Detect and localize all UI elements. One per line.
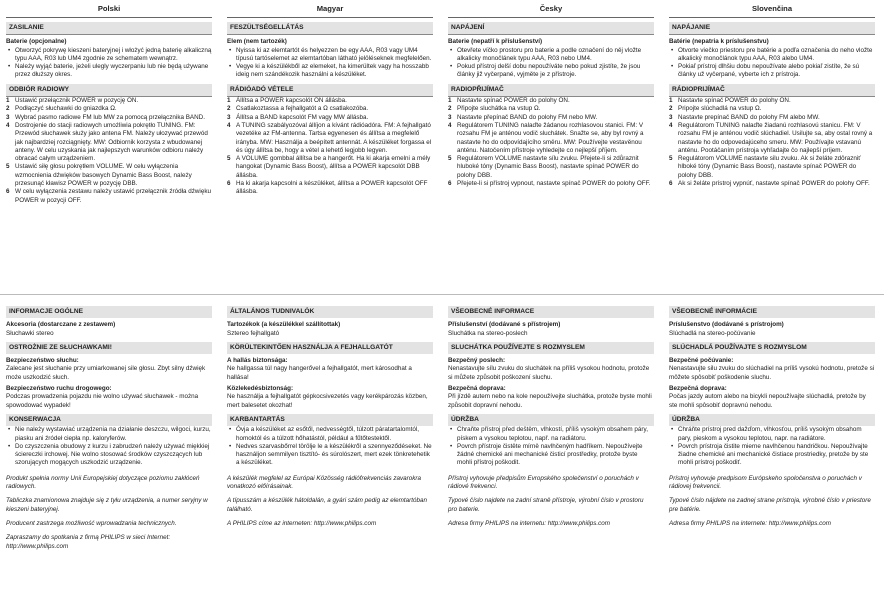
step-text: Nastavte spínač POWER do polohy ON. [457, 97, 570, 105]
footer-note: Přístroj vyhovuje předpisům Evropského společenství o poruchách v rádiové frekvenci. [448, 474, 639, 491]
traffic-safety-text: Ne használja a fejhallgatót gépkocsivezetés vagy kerékpározás közben, mert balesetet okozhat! [227, 393, 428, 409]
step-text: Nastavte spínač POWER do polohy ON. [678, 97, 791, 105]
accessories-title: Příslušenství (dodávané s přístrojem) [448, 321, 561, 329]
battery-item: • Pokud přístroj delší dobu nepoužíváte nebo pokud zjistíte, že jsou články již vyčerpané, vyjměte je z přístroje. [457, 63, 654, 80]
step-text: Regulátorem VOLUME nastavte sílu zvuku. Přejete-li si zdůraznit hluboké tóny (Dynamic Bass Boost), nastavte spínač POWER do polohy DBB. [457, 155, 639, 179]
step-number: 6 [669, 180, 673, 188]
step-text: Přejete-li si přístroj vypnout, nastavte spínač POWER do polohy OFF. [457, 180, 651, 188]
maintenance-list [669, 426, 875, 467]
step-number: 6 [448, 180, 452, 188]
step-text: Ustawić przełącznik POWER w pozycję ON. [15, 97, 139, 105]
hearing-safety-title: A hallás biztonsága: [227, 357, 288, 365]
radio-step [6, 188, 212, 205]
step-text: Csatlakoztassa a fejhallgatót a Ω csatlakozóba. [236, 105, 369, 113]
step-text: Dostrojenie do stacji radiowych umożliwia pokrętło TUNING. FM: Przewód słuchawek służy jako antena FM. Należy ułozywać przewód jak najbardziej rozciągnięty. MW: Odbiornik korzysta z wbudowanej anteny. W celu uzyskania jak najlepszych warunków odbioru należy obracać całym urządzeniem. [15, 121, 208, 163]
step-number: 1 [448, 97, 452, 105]
radio-step [6, 105, 212, 113]
step-text: Podłączyć słuchawki do gniazdka Ω. [15, 105, 117, 113]
footer-note: Zapraszamy do spotkania z firmą PHILIPS w sieci Internet: http://www.philips.com [6, 534, 171, 550]
step-text: Ak si želáte prístroj vypnúť, nastavte spínač POWER do polohy OFF. [678, 180, 870, 188]
language-column-3 [669, 0, 875, 188]
power-heading: ZASILANIE [6, 22, 212, 35]
radio-step [669, 121, 875, 155]
step-text: Regulátorom VOLUME nastavte silu zvuku. Ak si želáte zdôrazniť hlboké tóny (Dynamic Bass Boost), nastavte spínač POWER do polohy DBB. [678, 155, 861, 179]
step-number: 1 [227, 97, 231, 105]
step-number: 2 [669, 105, 673, 113]
battery-title: Baterie (opcjonalne) [6, 38, 67, 46]
language-title: Magyar [227, 0, 433, 18]
footer-note: Adresa firmy PHILIPS na internetu: http://www.philips.com [448, 519, 611, 527]
battery-title: Batérie (nepatria k príslušenstvu) [669, 38, 769, 46]
step-text: A VOLUME gombbal állítsa be a hangerőt. Ha ki akarja emelni a mély hangokat (Dynamic Bass Boost), állítsa a POWER kapcsolót DBB állásba. [236, 155, 431, 179]
radio-step [669, 105, 875, 113]
footer-notes [6, 475, 212, 551]
battery-item: • Otvorte viečko priestoru pre batérie a podľa označenia do neho vložte alkalický monočlánok typu AAA, R03 alebo UM4. [678, 47, 875, 64]
footer-note: Typové číslo nájdete na zadnej strane prístroja, výrobné číslo v priestore pre batérie. [669, 497, 871, 513]
power-heading: NAPÁJENÍ [448, 22, 654, 35]
radio-step [227, 180, 433, 197]
step-text: Wybrać pasmo radiowe FM lub MW za pomocą przełącznika BAND. [15, 113, 205, 121]
accessories-title: Tartozékok (a készülékkel szállítottak) [227, 321, 341, 329]
footer-notes [227, 475, 433, 528]
language-title: Slovenčina [669, 0, 875, 18]
step-text: Állítsa a POWER kapcsolót ON állásba. [236, 97, 347, 105]
step-number: 3 [6, 113, 10, 121]
language-title: Polski [6, 0, 212, 18]
radio-step [448, 121, 654, 155]
footer-note: Typové číslo najdete na zadní straně přístroje, výrobní číslo v prostoru pro baterie. [448, 497, 644, 513]
accessories-title: Príslušenstvo (dodávané s prístrojom) [669, 321, 784, 329]
battery-title: Baterie (nepatří k příslušenství) [448, 38, 543, 46]
accessories-text: Sztereo fejhallgató [227, 329, 280, 337]
radio-heading: ODBIÓR RADIOWY [6, 84, 212, 97]
radio-heading: RÁDIÓADÓ VÉTELE [227, 84, 433, 97]
step-number: 4 [669, 121, 673, 129]
battery-item: • Należy wyjąć baterie, jeżeli ulegly wyczerpaniu lub nie będą używane przez dłuższy okres. [15, 63, 212, 80]
radio-step [6, 97, 212, 105]
radio-step [227, 105, 433, 113]
battery-item: • Vegye ki a készülékből az elemeket, ha kimerültek vagy ha hosszabb ideig nem szándékozik használni a készüléket. [236, 63, 433, 80]
footer-note: A típusszám a készülék hátoldalán, a gyári szám pedig az elemtartóban található. [227, 497, 427, 513]
radio-step [6, 163, 212, 188]
step-number: 5 [227, 155, 231, 163]
radio-step [448, 97, 654, 105]
radio-steps [227, 97, 433, 197]
radio-step [227, 155, 433, 180]
radio-step [669, 180, 875, 188]
step-text: Nastavte prepínač BAND do polohy FM alebo MW. [678, 113, 820, 121]
maintenance-list [227, 426, 433, 467]
headphone-safety-heading: SLUCHÁTKA POUŽÍVEJTE S ROZMYSLEM [448, 342, 654, 354]
radio-steps [448, 97, 654, 188]
hearing-safety-title: Bezpečné počúvanie: [669, 357, 734, 365]
footer-notes [448, 475, 654, 528]
general-heading: INFORMACJE OGÓLNE [6, 306, 212, 318]
step-number: 2 [448, 105, 452, 113]
step-number: 1 [669, 97, 673, 105]
hearing-safety-text: Nenastavujte sílu zvuku do sluchátek na příliš vysokou hodnotu, protože si můžete způsobit poškození sluchu. [448, 365, 650, 381]
radio-steps [6, 97, 212, 205]
battery-list [227, 47, 433, 80]
maintenance-item: • Óvja a készüléket az esőtől, nedvességtől, túlzott páratartalomtól, homoktól és a túlzott hőhatástól, például a fűtőtestektől. [236, 426, 433, 443]
maintenance-item: • Nie należy wystawiać urządzenia na działanie deszczu, wilgoci, kurzu, piasku ani źródeł ciepła np. kaloryferów. [15, 426, 212, 443]
accessories-text: Sluchátka na stereo-poslech [448, 329, 528, 337]
footer-note: Adresa firmy PHILIPS na internete: http://www.philips.com [669, 519, 832, 527]
radio-step [6, 121, 212, 163]
radio-step [448, 113, 654, 122]
step-text: Ha ki akarja kapcsolni a készüléket, állítsa a POWER kapcsolót OFF állásba. [236, 180, 428, 196]
step-text: W celu wyłączenia zestawu należy ustawić przełącznik źródła dźwięku POWER w pozycji OFF. [15, 188, 211, 204]
hearing-safety-title: Bezpečný poslech: [448, 357, 506, 365]
battery-title: Elem (nem tartozék) [227, 38, 287, 46]
radio-step [227, 121, 433, 155]
step-text: A TUNING szabályozóval állíjon a kívánt rádióadóra. FM: A fejhallgató vezetéke az FM-antenna. Tartsa egyenesen és állítsa a megfelelő irányba. MW: Használja a beépített antennát. A készüléket forgassa el és úgy állítsa be, hogy a vétel a lehető legjobb legyen. [236, 121, 432, 154]
footer-note: A PHILIPS címe az interneten: http://www.philips.com [227, 519, 377, 527]
maintenance-item: • Do czyszczenia obudowy z kurzu i zabrudzeń należy używać miękkiej ściereczki irchowej. Nie wolno stosować środków czyszczących lub szorujących mogących uszkodzić urządzenie. [15, 443, 212, 468]
power-heading: NAPÁJANIE [669, 22, 875, 35]
hearing-safety-text: Nenastavujte silu zvuku do slúchadiel na príliš vysokú hodnotu, pretože si môžete spôsobiť poškodenie sluchu. [669, 365, 875, 381]
radio-step [227, 113, 433, 122]
accessories-title: Akcesoria (dostarczane z zestawem) [6, 321, 116, 329]
step-number: 6 [227, 180, 231, 188]
footer-note: Produkt spełnia normy Unii Europejskiej dotyczące poziomu zakłóceń radiowych. [6, 474, 200, 491]
maintenance-item: • Nedves szarvasbőrrel törölje le a készülékről a szennyeződéseket. Ne használjon semmilyen tisztító- és súrolószert, mert ezek tönkretehetik a készüléket. [236, 443, 433, 468]
step-number: 3 [669, 113, 673, 121]
accessories-text: Słuchawki stereo [6, 329, 54, 337]
maintenance-item: • Povrch přístroje čistěte mírně navlhčeným hadříkem. Nepoužívejte žádné chemické ani mechanické čisticí prostředky, protože byste mohli přístroj poškodit. [457, 443, 654, 468]
radio-step [448, 155, 654, 180]
step-number: 5 [669, 155, 673, 163]
maintenance-heading: ÚDRŽBA [669, 414, 875, 426]
general-heading: VŠEOBECNÉ INFORMÁCIE [669, 306, 875, 318]
maintenance-item: • Chráňte prístroj pred dažďom, vlhkosťou, príliš vysokým obsahom pary, pieskom a vysokou teplotou, napr. na radiátore. [678, 426, 875, 443]
traffic-safety-text: Podczas prowadzenia pojazdu nie wolno używać słuchawek - można spowodować wypadek! [6, 393, 199, 409]
radio-step [448, 105, 654, 113]
footer-note: Tabliczka znamionowa znajduje się z tyłu urządzenia, a numer seryjny w kieszeni bateryjnej. [6, 497, 208, 513]
footer-notes [669, 475, 875, 528]
step-number: 6 [6, 188, 10, 196]
general-column-2 [448, 302, 654, 534]
radio-step [227, 97, 433, 105]
radio-heading: RADIOPŘIJÍMAČ [448, 84, 654, 97]
hearing-safety-text: Ne hallgassa túl nagy hangerővel a fejhallgatót, mert károsodhat a hallása! [227, 365, 412, 381]
general-column-1 [227, 302, 433, 534]
step-number: 3 [227, 113, 231, 121]
hearing-safety-title: Bezpieczeństwo słuchu: [6, 357, 79, 365]
general-column-0 [6, 302, 212, 557]
step-text: Állítsa a BAND kapcsolót FM vagy MW állásba. [236, 113, 369, 121]
battery-item: • Nyissa ki az elemtartót és helyezzen be egy AAA, R03 vagy UM4 típusú tartóselemet az elemtartóban látható jelöléseknek megfelelően. [236, 47, 433, 64]
maintenance-heading: KARBANTARTÁS [227, 414, 433, 426]
step-number: 4 [227, 121, 231, 129]
battery-item: • Otevřete víčko prostoru pro baterie a podle označení do něj vložte alkalicky monočlánek typu AAA, R03 nebo UM4. [457, 47, 654, 64]
maintenance-list [448, 426, 654, 467]
step-number: 2 [227, 105, 231, 113]
radio-step [669, 97, 875, 105]
traffic-safety-title: Bezpečná doprava: [669, 385, 727, 393]
battery-list [669, 47, 875, 80]
step-text: Připojte sluchátka na vstup Ω. [457, 105, 541, 113]
battery-list [6, 47, 212, 80]
general-heading: ÁLTALÁNOS TUDNIVALÓK [227, 306, 433, 318]
maintenance-heading: KONSERWACJA [6, 414, 212, 426]
maintenance-item: • Chraňte přístroj před deštěm, vlhkostí, příliš vysokým obsahem páry, pískem a vysokou teplotou, např. na radiátoru. [457, 426, 654, 443]
language-column-2 [448, 0, 654, 188]
step-number: 3 [448, 113, 452, 121]
battery-item: • Pokiaľ prístroj dlhšiu dobu nepoužívate alebo pokiaľ zistíte, že sú články už vyčerpané, vyberte ich z prístroja. [678, 63, 875, 80]
headphone-safety-heading: OSTROŻNIE ZE SŁUCHAWKAMI! [6, 342, 212, 354]
radio-heading: RÁDIOPRIJÍMAČ [669, 84, 875, 97]
radio-step [669, 155, 875, 180]
traffic-safety-text: Při jízdě autem nebo na kole nepoužívejte sluchátka, protože byste mohli způsobit dopravní nehodu. [448, 393, 652, 409]
battery-list [448, 47, 654, 80]
language-column-0 [6, 0, 212, 205]
step-number: 5 [448, 155, 452, 163]
accessories-text: Slúchadlá na stereo-počúvanie [669, 329, 756, 337]
step-text: Nastavte přepínač BAND do polohy FM nebo MW. [457, 113, 598, 121]
radio-step [6, 113, 212, 122]
step-number: 2 [6, 105, 10, 113]
footer-note: A készülék megfelel az Európai Közösség rádiófrekvenciás zavarokra vonatkozó előírásainak. [227, 474, 422, 491]
language-title: Česky [448, 0, 654, 18]
battery-item: • Otworzyć pokrywę kieszeni bateryjnej i włożyć jedną baterię alkaliczną typu AAA, R03 lub UM4 zgodnie ze schematem wewnątrz. [15, 47, 212, 64]
section-divider [0, 294, 884, 295]
radio-step [448, 180, 654, 188]
traffic-safety-title: Bezpečná doprava: [448, 385, 506, 393]
step-text: Regulátorom TUNING nalaďte žiadanú rozhlasovú stanicu. FM: V rozsahu FM je anténou vodič slúchadiel. Usilujte sa, aby ostal rovný a nastavte ho do odpovedajúceho smeru. MW: Používajte vstavanú anténu. Pootáčaním prístroja vyhľadajte čo najlepší príjem. [678, 121, 873, 154]
power-heading: FESZÜLTSÉGELLÁTÁS [227, 22, 433, 35]
step-number: 4 [448, 121, 452, 129]
headphone-safety-heading: KÖRÜLTEKINTŐEN HASZNÁLJA A FEJHALLGATÓT [227, 342, 433, 354]
general-heading: VŠEOBECNÉ INFORMACE [448, 306, 654, 318]
footer-note: Prístroj vyhovuje predpisom Európskeho spoločenstva o poruchách v rádiovej frekvencii. [669, 474, 862, 491]
step-text: Pripojte slúchadlá na vstup Ω. [678, 105, 762, 113]
step-text: Regulátorem TUNING nalaďte žádanou rozhlasovou stanici. FM: V rozsahu FM je anténou vodič sluchátek. Snažte se, aby byl rovný a nastavte ho do odpovídajícího směru. MW: Používejte vestavěnou anténu. Natočením přístroje vyhledejte co nejlepší příjem. [457, 121, 644, 154]
maintenance-list [6, 426, 212, 467]
step-number: 4 [6, 121, 10, 129]
traffic-safety-title: Bezpieczeństwo ruchu drogowego: [6, 385, 112, 393]
traffic-safety-text: Počas jazdy autom alebo na bicykli nepoužívajte slúchadlá, pretože by ste mohli spôsobiť dopravnú nehodu. [669, 393, 866, 409]
step-number: 1 [6, 97, 10, 105]
general-column-3 [669, 302, 875, 534]
radio-step [669, 113, 875, 122]
maintenance-heading: ÚDRŽBA [448, 414, 654, 426]
step-number: 5 [6, 163, 10, 171]
hearing-safety-text: Zalecane jest słuchanie przy umiarkowanej sile głosu. Zbyt silny dźwięk może uszkodzić słuch. [6, 365, 206, 381]
step-text: Ustawić siłę głosu pokrętłem VOLUME. W celu wyłączenia wzmocnienia dźwięków basowych Dynamic Bass Boost, należy przesunąć kławisz POWER w pozycję DBB. [15, 163, 192, 188]
language-column-1 [227, 0, 433, 197]
radio-steps [669, 97, 875, 188]
footer-note: Producent zastrzega możliwość wprowadzania technicznych. [6, 519, 177, 527]
headphone-safety-heading: SLÚCHADLÁ POUŽÍVAJTE S ROZMYSLOM [669, 342, 875, 354]
traffic-safety-title: Közlekedésbiztonság: [227, 385, 294, 393]
maintenance-item: • Povrch prístroja čistite mierne navlhčenou handričkou. Nepoužívajte žiadne chemické ani mechanické čistiace prostriedky, pretože by ste mohli prístroj poškodiť. [678, 443, 875, 468]
